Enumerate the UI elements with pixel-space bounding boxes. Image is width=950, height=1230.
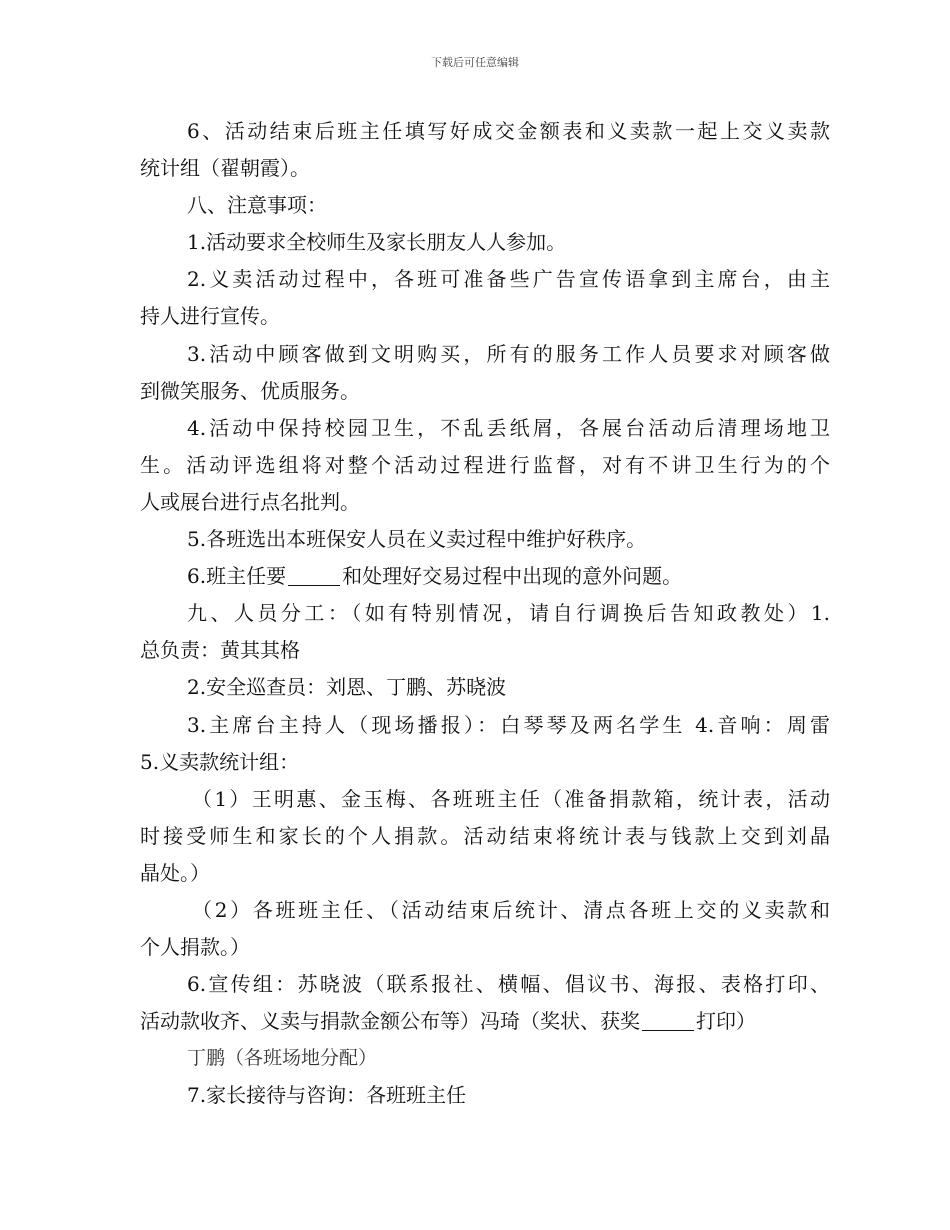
note-2-line-2: 持人进行宣传。 <box>140 304 280 329</box>
role-5b-line-1: （2）各班班主任、（活动结束后统计、清点各班上交的义卖款和 <box>192 897 830 922</box>
role-6-text-after-blank: 打印） <box>696 1009 756 1034</box>
fill-in-blank <box>642 1010 694 1031</box>
note-6 <box>140 558 830 595</box>
note-2-line-1: 2.义卖活动过程中，各班可准备些广告宣传语拿到主席台，由主 <box>187 267 830 292</box>
role-5a-line-3: 晶处。） <box>140 860 210 885</box>
document-body <box>140 113 830 1115</box>
role-7-parent-reception: 7.家长接待与咨询：各班班主任 <box>187 1083 467 1108</box>
note-4-line-2: 生。活动评选组将对整个活动过程进行监督，对有不讲卫生行为的个 <box>140 452 830 477</box>
page-header-watermark: 下载后可任意编辑 <box>431 56 519 69</box>
note-1: 1.活动要求全校师生及家长朋友人人参加。 <box>187 230 567 255</box>
role-3-host-line-2: 5.义卖款统计组： <box>140 749 300 774</box>
section-8-heading: 八、注意事项： <box>187 193 327 218</box>
section-9-heading-line-2: 总负责：黄其其格 <box>140 638 300 663</box>
role-5b-line-2: 个人捐款。） <box>140 935 250 960</box>
section-9-heading-line-1: 九、人员分工：（如有特别情况，请自行调换后告知政教处）1. <box>187 601 830 626</box>
paragraph-item-6-line-1: 6、活动结束后班主任填写好成交金额表和义卖款一起上交义卖款 <box>187 119 830 143</box>
note-6-text-before-blank: 6.班主任要 <box>187 564 287 589</box>
role-6-publicity-line-1: 6.宣传组：苏晓波（联系报社、横幅、倡议书、海报、表格打印、 <box>187 972 830 997</box>
note-4-line-3: 人或展台进行点名批判。 <box>140 489 360 514</box>
role-6-publicity-line-2 <box>140 1003 830 1040</box>
note-6-text-after-blank: 和处理好交易过程中出现的意外问题。 <box>342 564 683 589</box>
note-4-line-1: 4.活动中保持校园卫生，不乱丢纸屑，各展台活动后清理场地卫 <box>187 415 830 440</box>
note-3-line-2: 到微笑服务、优质服务。 <box>140 378 360 403</box>
note-3-line-1: 3.活动中顾客做到文明购买，所有的服务工作人员要求对顾客做 <box>187 341 830 366</box>
role-2-security: 2.安全巡查员：刘恩、丁鹏、苏晓波 <box>187 675 507 700</box>
paragraph-item-6-line-2: 统计组（翟朝霞）。 <box>140 156 310 181</box>
note-5: 5.各班选出本班保安人员在义卖过程中维护好秩序。 <box>187 527 647 552</box>
role-5a-line-2: 时接受师生和家长的个人捐款。活动结束将统计表与钱款上交到刘晶 <box>140 823 830 848</box>
role-3-host-line-1: 3.主席台主持人（现场播报）：白琴琴及两名学生 4.音响：周雷 <box>187 712 830 737</box>
role-6-publicity-line-3: 丁鹏（各班场地分配） <box>187 1047 378 1070</box>
role-6-text-before-blank: 活动款收齐、义卖与捐款金额公布等）冯琦（奖状、获奖 <box>140 1009 640 1034</box>
fill-in-blank <box>288 565 340 586</box>
role-5a-line-1: （1）王明惠、金玉梅、各班班主任（准备捐款箱，统计表，活动 <box>192 786 830 811</box>
